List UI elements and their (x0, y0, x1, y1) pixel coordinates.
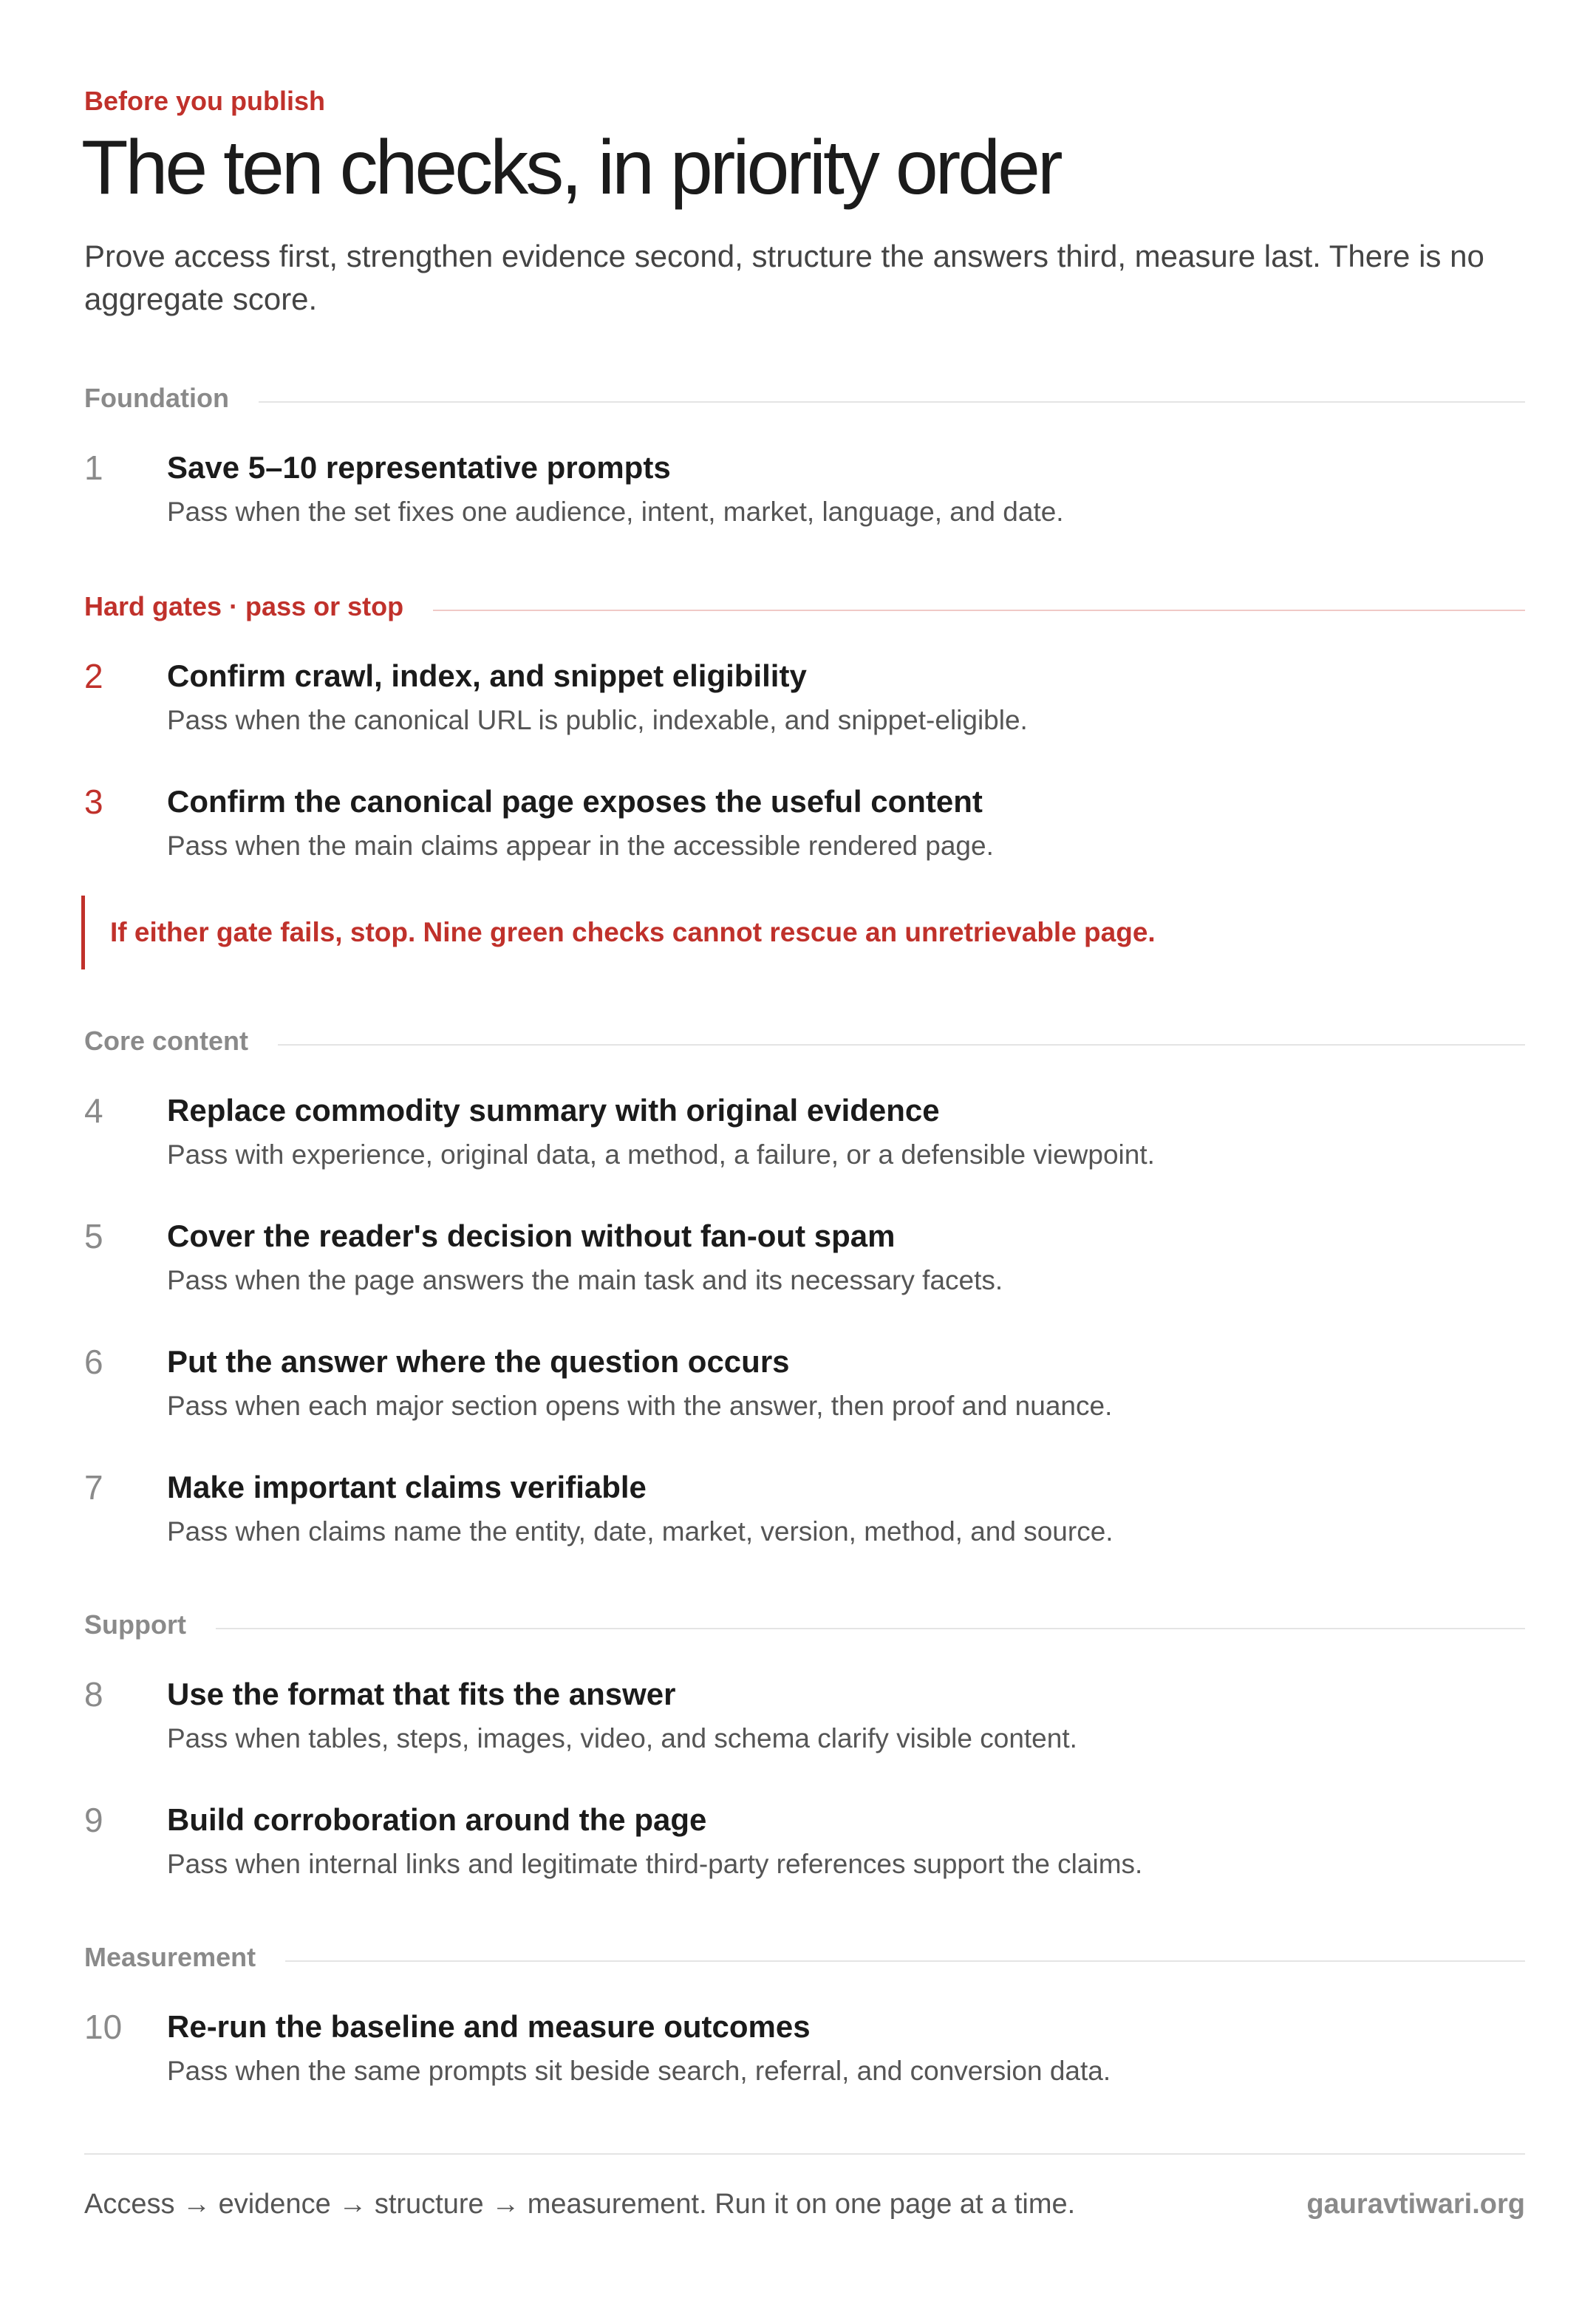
section-hard-gates (84, 591, 1525, 622)
section-core-content (84, 1026, 1525, 1057)
check-description: Pass when the canonical URL is public, indexable, and snippet-eligible. (167, 705, 1028, 735)
section-divider (285, 1960, 1525, 1962)
section-foundation (84, 383, 1525, 414)
check-description: Pass when internal links and legitimate third-party references support the claims. (167, 1849, 1143, 1879)
check-number: 1 (84, 449, 103, 487)
check-description: Pass when each major section opens with the answer, then proof and nuance. (167, 1391, 1113, 1421)
check-description: Pass when the set fixes one audience, intent, market, language, and date. (167, 497, 1064, 527)
check-title: Use the format that fits the answer (167, 1677, 676, 1711)
check-description: Pass when claims name the entity, date, market, version, method, and source. (167, 1516, 1114, 1547)
footer-divider (84, 2153, 1525, 2155)
eyebrow: Before you publish (84, 86, 326, 116)
check-item (84, 780, 1525, 869)
section-label: Measurement (84, 1942, 256, 1972)
section-measurement (84, 1942, 1525, 1973)
section-divider (259, 401, 1525, 403)
check-number: 5 (84, 1217, 103, 1255)
footer-summary: Access → evidence → structure → measurement. Run it on one page at a time. (84, 2189, 1076, 2220)
check-number: 8 (84, 1675, 103, 1714)
check-description: Pass when the main claims appear in the accessible rendered page. (167, 831, 994, 861)
check-title: Cover the reader's decision without fan-out spam (167, 1218, 896, 1253)
intro-text: Prove access first, strengthen evidence second, structure the answers third, measure last. There is no aggregate score. (84, 239, 1484, 316)
check-title: Put the answer where the question occurs (167, 1344, 790, 1379)
check-title: Re-run the baseline and measure outcomes (167, 2009, 811, 2044)
check-number: 4 (84, 1091, 103, 1130)
check-number: 10 (84, 2008, 123, 2046)
check-item (84, 655, 1525, 743)
check-title: Replace commodity summary with original evidence (167, 1093, 940, 1128)
check-number: 7 (84, 1468, 103, 1507)
gate-warning-text: If either gate fails, stop. Nine green checks cannot rescue an unretrievable page. (110, 917, 1156, 947)
check-title: Confirm crawl, index, and snippet eligibility (167, 658, 807, 693)
section-divider (433, 610, 1525, 611)
section-label: Support (84, 1609, 186, 1640)
check-item (84, 2005, 1525, 2094)
check-description: Pass when tables, steps, images, video, and schema clarify visible content. (167, 1723, 1077, 1753)
check-title: Make important claims verifiable (167, 1470, 647, 1504)
check-item (84, 1673, 1525, 1762)
check-item (84, 1340, 1525, 1429)
check-number: 6 (84, 1343, 103, 1381)
section-divider (278, 1044, 1525, 1046)
section-support (84, 1609, 1525, 1640)
check-item (84, 446, 1525, 535)
check-number: 3 (84, 783, 103, 821)
check-item (84, 1215, 1525, 1303)
section-divider (216, 1628, 1525, 1629)
check-number: 9 (84, 1801, 103, 1839)
check-number: 2 (84, 657, 103, 695)
section-label: Hard gates · pass or stop (84, 591, 404, 621)
check-description: Pass when the same prompts sit beside search, referral, and conversion data. (167, 2056, 1111, 2086)
section-label: Core content (84, 1026, 249, 1056)
check-title: Confirm the canonical page exposes the useful content (167, 784, 983, 819)
page-title: The ten checks, in priority order (81, 125, 1060, 211)
footer-site-credit: gauravtiwari.org (1306, 2189, 1525, 2220)
gate-warning-callout (81, 896, 1156, 969)
section-label: Foundation (84, 383, 229, 413)
check-description: Pass when the page answers the main task and its necessary facets. (167, 1265, 1003, 1295)
check-item (84, 1799, 1525, 1887)
check-item (84, 1089, 1525, 1178)
check-title: Save 5–10 representative prompts (167, 450, 671, 485)
check-item (84, 1466, 1525, 1555)
check-description: Pass with experience, original data, a method, a failure, or a defensible viewpoint. (167, 1139, 1155, 1170)
check-title: Build corroboration around the page (167, 1802, 707, 1837)
